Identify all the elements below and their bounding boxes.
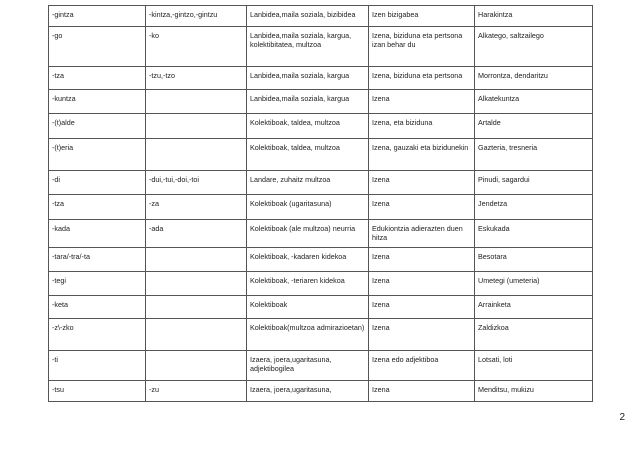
table-cell: -go — [49, 27, 146, 67]
table-cell: -z\-zko — [49, 319, 146, 351]
table-cell: -tza — [49, 195, 146, 220]
table-cell: Menditsu, mukizu — [475, 381, 593, 402]
table-row — [49, 272, 593, 296]
table-cell: -zu — [146, 381, 247, 402]
table-cell: Kolektiboak, -kadaren kidekoa — [247, 248, 369, 272]
table-cell: Lanbidea,maila soziala, kargua — [247, 67, 369, 90]
table-cell: Izena — [369, 381, 475, 402]
table-cell: Alkatego, saltzailego — [475, 27, 593, 67]
table-cell: Kolektiboak, -teriaren kidekoa — [247, 272, 369, 296]
table-cell: Harakintza — [475, 6, 593, 27]
table-cell: -kuntza — [49, 90, 146, 114]
suffix-table — [48, 5, 593, 402]
table-cell — [146, 272, 247, 296]
table-row — [49, 381, 593, 402]
table-cell: Kolektiboak, taldea, multzoa — [247, 114, 369, 139]
table-cell: -tara/-tra/-ta — [49, 248, 146, 272]
table-cell: -tzu,-tzo — [146, 67, 247, 90]
table-cell — [146, 351, 247, 381]
table-cell: -za — [146, 195, 247, 220]
table-cell: Lanbidea,maila soziala, kargua, kolektibitatea, multzoa — [247, 27, 369, 67]
table-cell: Kolektiboak (ale multzoa) neurria — [247, 220, 369, 248]
table-cell: Izena — [369, 272, 475, 296]
table-row — [49, 195, 593, 220]
table-cell: Izena — [369, 90, 475, 114]
table-cell: Izena, eta biziduna — [369, 114, 475, 139]
table-cell: Besotara — [475, 248, 593, 272]
table-cell: Jendetza — [475, 195, 593, 220]
table-cell: Kolektiboak, taldea, multzoa — [247, 139, 369, 171]
table-cell: Izena, gauzaki eta bizidunekin — [369, 139, 475, 171]
table-cell — [146, 90, 247, 114]
table-cell: Izena — [369, 296, 475, 319]
table-cell: -(t)alde — [49, 114, 146, 139]
table-row — [49, 27, 593, 67]
table-cell: Eskukada — [475, 220, 593, 248]
table-cell: Izena — [369, 319, 475, 351]
table-cell: Izaera, joera,ugaritasuna, — [247, 381, 369, 402]
table-cell: -tsu — [49, 381, 146, 402]
table-row — [49, 351, 593, 381]
table-cell: -kada — [49, 220, 146, 248]
table-cell: Arrainketa — [475, 296, 593, 319]
table-cell: -ada — [146, 220, 247, 248]
table-cell: -di — [49, 171, 146, 195]
table-row — [49, 319, 593, 351]
table-cell — [146, 139, 247, 171]
table-cell: -ko — [146, 27, 247, 67]
table-row — [49, 296, 593, 319]
table-cell — [146, 296, 247, 319]
page-number: 2 — [619, 412, 625, 423]
table-row — [49, 139, 593, 171]
table-cell: Izen bizigabea — [369, 6, 475, 27]
table-cell: -(t)eria — [49, 139, 146, 171]
table-cell: Landare, zuhaitz multzoa — [247, 171, 369, 195]
table-cell: -keta — [49, 296, 146, 319]
table-cell: Izena — [369, 171, 475, 195]
table-row — [49, 6, 593, 27]
table-row — [49, 90, 593, 114]
table-cell: Kolektiboak(multzoa admirazioetan) — [247, 319, 369, 351]
table-cell: Umetegi (umeteria) — [475, 272, 593, 296]
table-cell: -tegi — [49, 272, 146, 296]
table-cell: Izena, biziduna eta pertsona izan behar du — [369, 27, 475, 67]
table-row — [49, 171, 593, 195]
table-cell: Edukiontzia adierazten duen hitza — [369, 220, 475, 248]
table-cell: Alkatekuntza — [475, 90, 593, 114]
table-cell: -kintza,-gintzo,-gintzu — [146, 6, 247, 27]
table-cell: Izaera, joera,ugaritasuna, adjektibogilea — [247, 351, 369, 381]
table-cell: Izena — [369, 248, 475, 272]
table-cell: Lanbidea,maila soziala, bizibidea — [247, 6, 369, 27]
table-cell: Morrontza, dendaritzu — [475, 67, 593, 90]
table-cell: Izena edo adjektiboa — [369, 351, 475, 381]
table-row — [49, 114, 593, 139]
table-cell: Artalde — [475, 114, 593, 139]
table-cell — [146, 319, 247, 351]
table-cell: Pinudi, sagardui — [475, 171, 593, 195]
table-cell: -dui,-tui,-doi,-toi — [146, 171, 247, 195]
table-cell: Gazteria, tresneria — [475, 139, 593, 171]
table-cell — [146, 114, 247, 139]
table-cell: Lanbidea,maila soziala, kargua — [247, 90, 369, 114]
table-row — [49, 248, 593, 272]
table-cell: Kolektiboak — [247, 296, 369, 319]
table-cell: Zaldizkoa — [475, 319, 593, 351]
table-cell: -tza — [49, 67, 146, 90]
table-cell: -ti — [49, 351, 146, 381]
table-cell: Kolektiboak (ugaritasuna) — [247, 195, 369, 220]
table-cell: Izena — [369, 195, 475, 220]
table-row — [49, 220, 593, 248]
table-cell: Izena, biziduna eta pertsona — [369, 67, 475, 90]
table-cell: -gintza — [49, 6, 146, 27]
table-cell: Lotsati, loti — [475, 351, 593, 381]
table-row — [49, 67, 593, 90]
table-cell — [146, 248, 247, 272]
